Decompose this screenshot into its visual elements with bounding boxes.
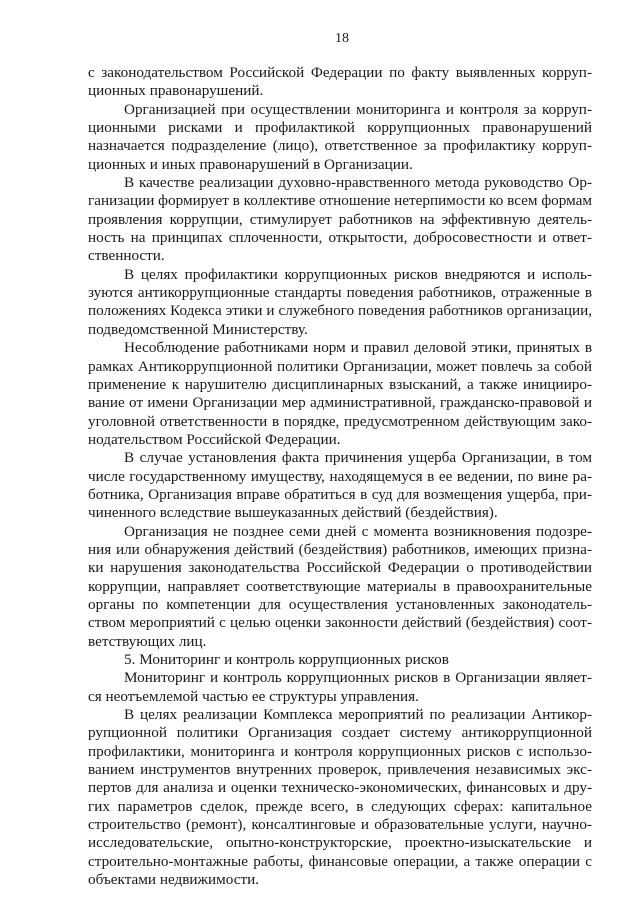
paragraph: Несоблюдение работниками норм и правил деловой этики, принятых в рамках Антикоррупционной политики Организации, может повлечь за собой применение к нарушителю дисциплинарных взысканий, а также инициирование от имени Организации мер административной, гражданско-правовой и уголовной ответственности в порядке, предусмотренном действующим законодательством Российской Федерации. bbox=[88, 339, 592, 448]
paragraph: В качестве реализации духовно-нравственного метода руководство Организации формирует в коллективе отношение нетерпимости ко всем формам проявления коррупции, стимулирует работников на эффективную деятельность на принципах сплоченности, открытости, добросовестности и ответственности. bbox=[88, 174, 592, 265]
paragraph: с законодательством Российской Федерации по факту выявленных коррупционных правонарушений. bbox=[88, 64, 592, 100]
paragraph: Мониторинг и контроль коррупционных рисков в Организации является неотъемлемой частью ее структуры управления. bbox=[88, 669, 592, 705]
paragraph: В случае установления факта причинения ущерба Организации, в том числе государственному имуществу, находящемуся в ее ведении, по вине работника, Организация вправе обратиться в суд для возмещения ущерба, причиненного вследствие вышеуказанных действий (бездействия). bbox=[88, 449, 592, 522]
paragraph: Организацией при осуществлении мониторинга и контроля за коррупционными рисками и профилактикой коррупционных правонарушений назначается подразделение (лицо), ответственное за профилактику коррупционных и иных правонарушений в Организации. bbox=[88, 100, 592, 173]
paragraph: В целях реализации Комплекса мероприятий по реализации Антикоррупционной политики Организация создает систему антикоррупционной профилактики, мониторинга и контроля коррупционных рисков с использованием инструментов внутренних проверок, привлечения независимых экспертов для анализа и оценки техническо-экономических, финансовых и других параметров сделок, прежде всего, в следующих сферах: капитальное строительство (ремонт), консалтинговые и образовательные услуги, научно-исследовательские, опытно-конструкторские, проектно-изыскательские и строительно-монтажные работы, финансовые операции, а также операции с объектами недвижимости. bbox=[88, 706, 592, 889]
paragraph: В целях профилактики коррупционных рисков внедряются и используются антикоррупционные стандарты поведения работников, отраженные в положениях Кодекса этики и служебного поведения работников организации, подведомственной Министерству. bbox=[88, 265, 592, 338]
section-heading: 5. Мониторинг и контроль коррупционных рисков bbox=[124, 651, 449, 668]
page-number: 18 bbox=[335, 31, 349, 46]
paragraph: Организация не позднее семи дней с момента возникновения подозрения или обнаружения действий (бездействия) работников, имеющих признаки нарушения законодательства Российской Федерации о противодействии коррупции, направляет соответствующие материалы в правоохранительные органы по компетенции для осуществления установленных законодательством мероприятий с целью оценки законности действий (бездействия) соответствующих лиц. bbox=[88, 522, 592, 650]
document-page bbox=[88, 30, 592, 889]
